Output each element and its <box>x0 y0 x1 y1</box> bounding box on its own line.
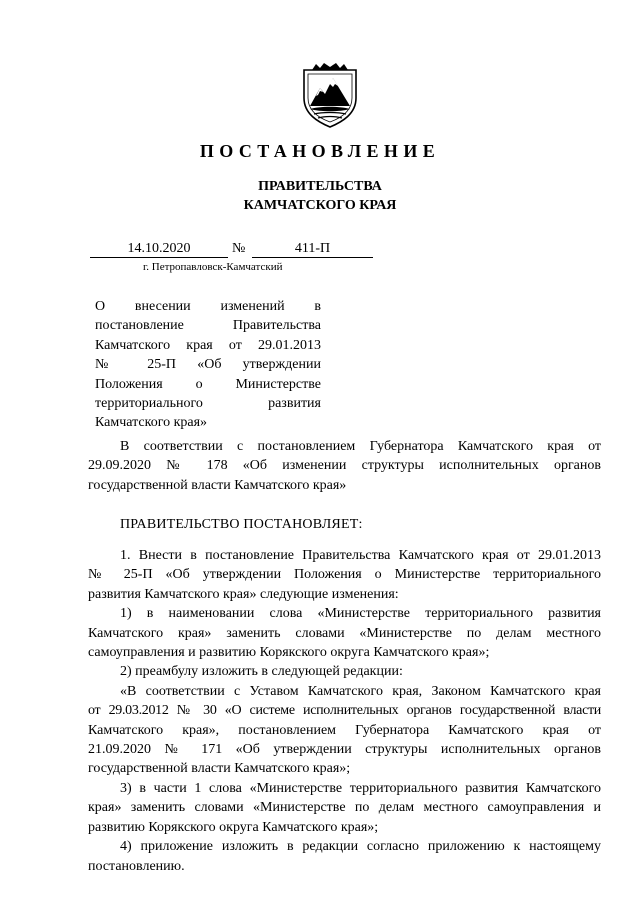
body-line: 1) в наименовании слова «Министерстве территориального развития <box>120 606 601 622</box>
body-line: 1. Внести в постановление Правительства Камчатского края от 29.01.2013 <box>120 548 601 563</box>
preamble-line: В соответствии с постановлением Губернатора Камчатского края от <box>120 439 601 454</box>
subject-line: территориального развития <box>95 396 321 412</box>
subject-line: № 25-П «Об утверждении <box>95 357 321 373</box>
body-line: 21.09.2020 № 171 «Об утверждении структуры исполнительных органов <box>88 742 601 758</box>
document-date: 14.10.2020 <box>90 241 228 258</box>
body-line: № 25-П «Об утверждении Положения о Министерстве территориального <box>88 567 601 583</box>
body-line: развитию Корякского округа Камчатского края»; <box>88 819 379 835</box>
issuer-line-1: ПРАВИТЕЛЬСТВА <box>258 179 382 194</box>
document-city: г. Петропавловск-Камчатский <box>143 261 283 273</box>
preamble-paragraph <box>88 437 601 495</box>
document-number: 411-П <box>252 241 373 258</box>
document-subject <box>95 297 321 433</box>
body-line: Камчатского края», постановлением Губернатора Камчатского края от <box>88 722 601 738</box>
preamble-line: 29.09.2020 № 178 «Об изменении структуры исполнительных органов <box>88 458 601 474</box>
subject-line: Камчатского края» <box>95 415 208 431</box>
body-line: государственной власти Камчатского края»; <box>88 761 351 777</box>
preamble-line: государственной власти Камчатского края» <box>88 477 347 493</box>
body-line: самоуправления и развитию Корякского округа Камчатского края»; <box>88 645 490 661</box>
decree-body <box>88 546 601 876</box>
subject-line: постановление Правительства <box>95 318 321 334</box>
decree-heading <box>88 515 601 534</box>
document-title: ПОСТАНОВЛЕНИЕ <box>199 141 441 161</box>
body-line: от 29.03.2012 № 30 «О системе исполнительных органов государственной власти <box>88 703 601 719</box>
kamchatka-coat-of-arms-icon <box>302 62 358 128</box>
body-line: «В соответствии с Уставом Камчатского края, Законом Камчатского края <box>120 683 601 699</box>
subject-line: Положения о Министерстве <box>95 376 321 392</box>
subject-line: Камчатского края от 29.01.2013 <box>95 337 321 353</box>
body-line: Камчатского края» заменить словами «Министерстве по делам местного <box>88 625 601 641</box>
body-line: 3) в части 1 слова «Министерстве территориального развития Камчатского <box>120 780 601 796</box>
body-line: развития Камчатского края» следующие изменения: <box>88 586 399 602</box>
body-line: 4) приложение изложить в редакции согласно приложению к настоящему <box>120 839 601 855</box>
body-line: постановлению. <box>88 858 185 874</box>
body-line: 2) преамбулу изложить в следующей редакции: <box>120 664 403 680</box>
issuer-line-2: КАМЧАТСКОГО КРАЯ <box>243 198 397 213</box>
subject-line: О внесении изменений в <box>95 299 321 314</box>
decree-heading-text: ПРАВИТЕЛЬСТВО ПОСТАНОВЛЯЕТ: <box>120 517 363 532</box>
body-line: края» заменить словами «Министерстве по делам местного самоуправления и <box>88 800 601 816</box>
number-sign: № <box>232 241 246 256</box>
